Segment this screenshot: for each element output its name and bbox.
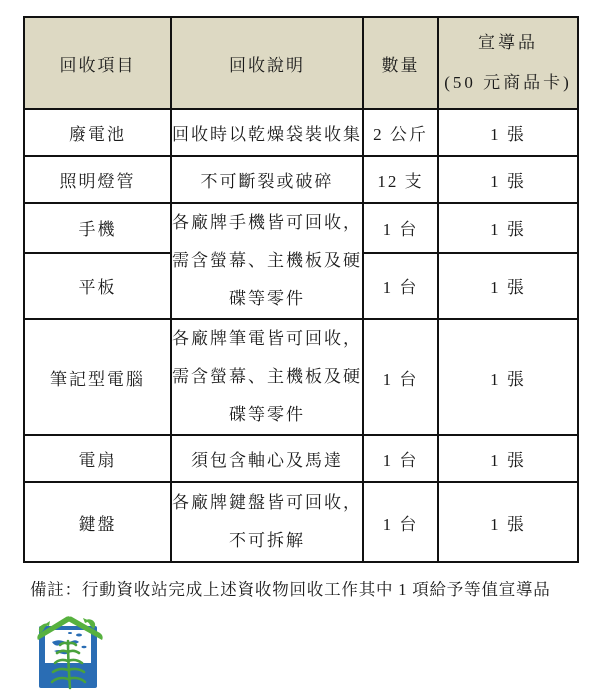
cell-item: 平板 [24, 253, 171, 319]
cell-qty: 2 公斤 [363, 109, 438, 156]
table-row [24, 156, 578, 203]
table-row [24, 482, 578, 562]
table-row [24, 203, 578, 253]
table-row [24, 319, 578, 435]
cell-desc [171, 435, 363, 482]
cell-desc-merged [171, 203, 363, 319]
cell-reward: 1 張 [438, 435, 578, 482]
cell-qty: 1 台 [363, 203, 438, 253]
desc-line: 須包含軸心及馬達 [191, 451, 343, 470]
cell-qty: 1 台 [363, 435, 438, 482]
desc-line: 不可斷裂或破碎 [200, 172, 334, 191]
cell-qty: 1 台 [363, 319, 438, 435]
cell-reward: 1 張 [438, 203, 578, 253]
cell-qty: 1 台 [363, 482, 438, 562]
header-item: 回收項目 [24, 17, 171, 109]
cell-desc [171, 109, 363, 156]
cell-desc [171, 482, 363, 562]
desc-line: 碟等零件 [229, 289, 305, 308]
cell-item: 手機 [24, 203, 171, 253]
header-reward [438, 17, 578, 109]
table-row [24, 435, 578, 482]
desc-line: 不可拆解 [229, 531, 305, 550]
header-qty: 數量 [363, 17, 438, 109]
desc-line: 回收時以乾燥袋裝收集 [172, 125, 362, 144]
cell-item: 鍵盤 [24, 482, 171, 562]
desc-line: 需含螢幕、主機板及硬 [172, 367, 362, 386]
table-header-row [24, 17, 578, 109]
desc-line: 各廠牌鍵盤皆可回收， [172, 493, 362, 512]
cell-reward: 1 張 [438, 109, 578, 156]
header-reward-line2: (50 元商品卡) [444, 73, 572, 92]
desc-line: 需含螢幕、主機板及硬 [172, 251, 362, 270]
recycle-reward-table [23, 16, 579, 563]
desc-line: 各廠牌筆電皆可回收， [172, 329, 362, 348]
cell-reward: 1 張 [438, 253, 578, 319]
cell-qty: 12 支 [363, 156, 438, 203]
cell-item: 電扇 [24, 435, 171, 482]
cell-item: 筆記型電腦 [24, 319, 171, 435]
cell-desc [171, 319, 363, 435]
header-reward-line1: 宣導品 [478, 33, 538, 52]
note-text: 備註：行動資收站完成上述資收物回收工作其中 1 項給予等值宣導品 [30, 580, 551, 599]
cell-reward: 1 張 [438, 319, 578, 435]
desc-line: 各廠牌手機皆可回收， [172, 213, 362, 232]
cell-item: 照明燈管 [24, 156, 171, 203]
cell-desc [171, 156, 363, 203]
desc-line: 碟等零件 [229, 405, 305, 424]
cell-item: 廢電池 [24, 109, 171, 156]
cell-reward: 1 張 [438, 156, 578, 203]
cell-reward: 1 張 [438, 482, 578, 562]
recycling-bureau-logo-icon [32, 609, 108, 691]
cell-qty: 1 台 [363, 253, 438, 319]
table-row [24, 109, 578, 156]
header-desc: 回收說明 [171, 17, 363, 109]
environmental-protection-logo [32, 609, 108, 691]
